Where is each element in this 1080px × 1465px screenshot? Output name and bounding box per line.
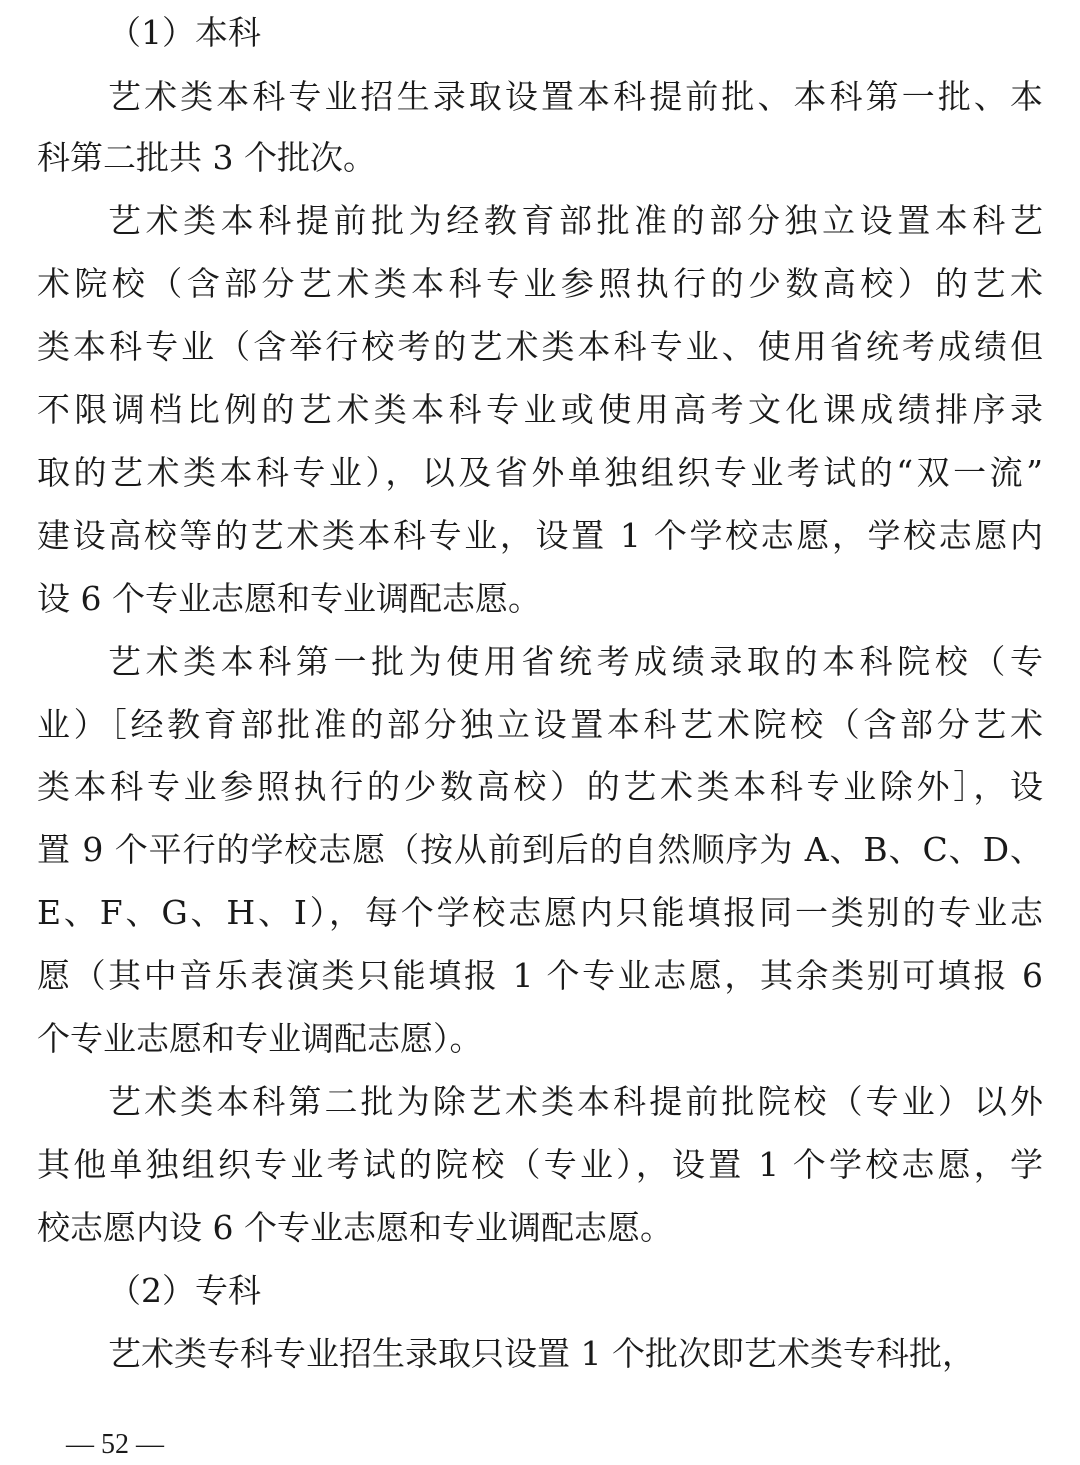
text-line: 愿（其中音乐表演类只能填报 1 个专业志愿，其余类别可填报 6 <box>37 956 1043 995</box>
section-heading-junior-college: （2）专科 <box>108 1271 261 1310</box>
page-number: — 52 — <box>66 1429 164 1460</box>
text-line: 设 6 个专业志愿和专业调配志愿。 <box>37 579 541 618</box>
text-line: 校志愿内设 6 个专业志愿和专业调配志愿。 <box>37 1208 673 1247</box>
text-line: 业）［经教育部批准的部分独立设置本科艺术院校（含部分艺术 <box>37 705 1043 744</box>
text-line: 个专业志愿和专业调配志愿）。 <box>37 1019 483 1058</box>
text-line: 艺术类本科第一批为使用省统考成绩录取的本科院校（专 <box>108 642 1043 681</box>
text-line: 艺术类本科专业招生录取设置本科提前批、本科第一批、本 <box>108 77 1043 116</box>
text-line: 类本科专业参照执行的少数高校）的艺术类本科专业除外］，设 <box>37 767 1043 806</box>
text-line: E、F、G、H、I），每个学校志愿内只能填报同一类别的专业志 <box>37 893 1043 932</box>
text-line: 不限调档比例的艺术类本科专业或使用高考文化课成绩排序录 <box>37 390 1043 429</box>
text-line: 建设高校等的艺术类本科专业，设置 1 个学校志愿，学校志愿内 <box>37 516 1043 555</box>
text-line: 科第二批共 3 个批次。 <box>37 138 376 177</box>
text-line: 艺术类本科提前批为经教育部批准的部分独立设置本科艺 <box>108 201 1043 240</box>
text-line: 术院校（含部分艺术类本科专业参照执行的少数高校）的艺术 <box>37 264 1043 303</box>
text-line: 艺术类专科专业招生录取只设置 1 个批次即艺术类专科批， <box>108 1334 975 1373</box>
text-line: 取的艺术类本科专业），以及省外单独组织专业考试的“双一流” <box>37 453 1043 492</box>
text-line: 类本科专业（含举行校考的艺术类本科专业、使用省统考成绩但 <box>37 327 1043 366</box>
text-line: 艺术类本科第二批为除艺术类本科提前批院校（专业）以外 <box>108 1082 1043 1121</box>
text-line: 置 9 个平行的学校志愿（按从前到后的自然顺序为 A、B、C、D、 <box>37 830 1043 869</box>
text-line: 其他单独组织专业考试的院校（专业），设置 1 个学校志愿，学 <box>37 1145 1043 1184</box>
section-heading-undergraduate: （1）本科 <box>108 13 261 52</box>
